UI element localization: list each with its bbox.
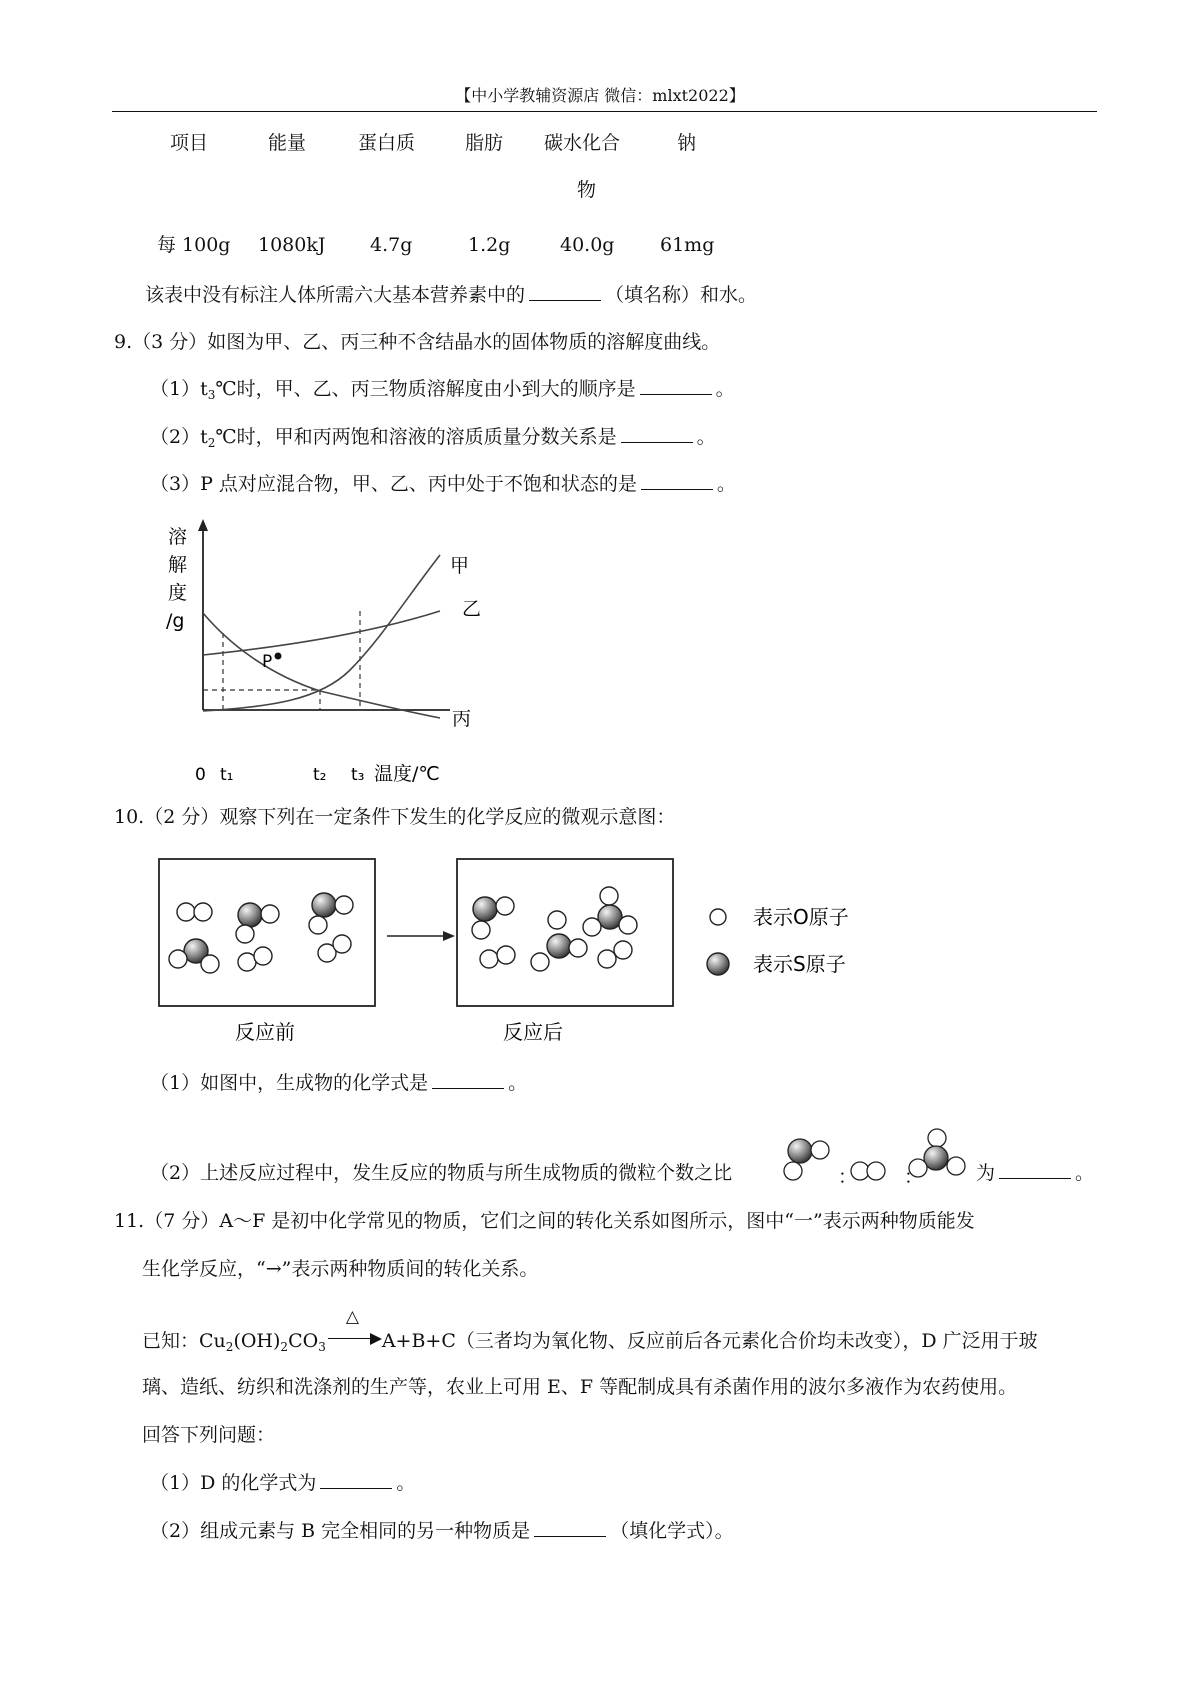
q9-part2 [150, 426, 716, 450]
reaction-diagram [155, 855, 965, 1050]
answer-blank [529, 300, 601, 301]
o-atom [480, 950, 498, 968]
ratio-separator: ： [838, 1166, 858, 1188]
q10-part2-text: （2）上述反应过程中，发生反应的物质与所生成物质的微粒个数之比 [150, 1162, 733, 1184]
legend-o-icon [710, 909, 726, 925]
q9-p2-sub: 2 [207, 436, 216, 450]
x-tick-t3: t₃ [351, 765, 365, 785]
table-header-cell: 蛋白质 [358, 132, 416, 154]
series-label-yi: 乙 [462, 598, 482, 620]
o-atom [619, 916, 637, 934]
q10-p2-end: 。 [1075, 1162, 1095, 1184]
q9-p2-text: （2）t [150, 426, 208, 448]
q9-p1-text: （1）t [150, 378, 208, 400]
table-header-wrap: 物 [577, 179, 597, 201]
q10-stem: 10.（2 分）观察下列在一定条件下发生的化学反应的微观示意图： [114, 806, 676, 828]
heat-triangle: △ [345, 1307, 359, 1327]
o-atom [254, 947, 272, 965]
o-atom [169, 950, 187, 968]
formula-part: CO [288, 1330, 319, 1352]
q9-p3-text: （3）P 点对应混合物，甲、乙、丙中处于不饱和状态的是 [150, 473, 637, 495]
q9-p1-end: 。 [715, 378, 735, 400]
answer-blank [621, 442, 693, 443]
y-axis-arrow [198, 519, 208, 531]
o-atom [236, 925, 254, 943]
s-atom [312, 893, 336, 917]
q11-line2: 生化学反应，“→”表示两种物质间的转化关系。 [142, 1258, 539, 1280]
table-header-cell: 碳水化合 [544, 132, 621, 154]
x-label: 温度/℃ [374, 763, 440, 785]
o-atom [472, 921, 490, 939]
q10-p2-wei: 为 [976, 1162, 996, 1184]
o-atom [309, 916, 327, 934]
y-label-char: /g [166, 610, 185, 632]
q9-p2-end: 。 [696, 426, 716, 448]
so3-o-atom [947, 1157, 965, 1175]
q11-part1 [150, 1474, 415, 1493]
o-atom [238, 953, 256, 971]
o-atom [497, 946, 515, 964]
o-atom [496, 897, 514, 915]
answer-blank [320, 1488, 392, 1489]
table-header-cell: 项目 [170, 132, 209, 154]
answer-blank [432, 1088, 504, 1089]
q9-part3 [150, 475, 736, 494]
y-label-char: 度 [168, 582, 188, 604]
y-label-char: 解 [168, 554, 188, 576]
o-atom [335, 896, 353, 914]
q11-p2-end: （填化学式）。 [610, 1520, 734, 1542]
page-header: 【中小学教辅资源店 微信：mlxt2022】 [455, 86, 745, 105]
q11-p1-end: 。 [396, 1472, 416, 1494]
s-atom [473, 897, 497, 921]
o-atom [201, 955, 219, 973]
arrow-head [370, 1333, 382, 1345]
table-header-cell: 钠 [677, 132, 697, 154]
o-atom [569, 939, 587, 957]
s-atom [238, 903, 262, 927]
q11-products: A+B+C（三者均为氧化物、反应前后各元素化合价均未改变），D 广泛用于玻 [381, 1330, 1038, 1352]
q10-p1-text: （1）如图中，生成物的化学式是 [150, 1072, 429, 1094]
q8-tail [145, 286, 757, 305]
legend-s-icon [707, 953, 729, 975]
formula-sub: 3 [318, 1340, 326, 1354]
table-cell: 61mg [660, 234, 715, 256]
o-atom [548, 911, 566, 929]
table-cell: 1.2g [468, 234, 511, 256]
point-p-label: P [262, 652, 273, 672]
series-label-bing: 丙 [452, 708, 472, 730]
o-atom [600, 887, 618, 905]
q9-part1 [150, 378, 735, 402]
answer-blank [640, 394, 712, 395]
before-molecules [169, 893, 353, 973]
table-cell: 4.7g [370, 234, 413, 256]
reaction-arrowhead [443, 931, 455, 941]
so2-s-atom [788, 1139, 812, 1163]
legend-s-label: 表示S原子 [753, 952, 846, 976]
known-label: 已知： [142, 1330, 200, 1352]
ratio-molecule-icons [776, 1128, 976, 1190]
q8-text: 该表中没有标注人体所需六大基本营养素中的 [145, 284, 526, 306]
curve-jia [203, 555, 440, 711]
point-p-marker [275, 653, 282, 660]
so3-o-atom [928, 1129, 946, 1147]
after-molecules [472, 887, 637, 971]
formula-part: (OH) [233, 1330, 281, 1352]
so3-s-atom [924, 1146, 948, 1170]
table-header-cell: 能量 [268, 132, 307, 154]
q10-p2-tail [976, 1164, 1094, 1183]
table-cell: 每 100g [157, 234, 231, 256]
o2-o-atom [867, 1162, 885, 1180]
solubility-chart [150, 515, 510, 785]
o-atom [177, 903, 195, 921]
q10-part1 [150, 1074, 527, 1093]
q9-p1-text2: ℃时，甲、乙、丙三物质溶解度由小到大的顺序是 [215, 378, 636, 400]
x-tick-t1: t₁ [220, 765, 234, 785]
o-atom [583, 918, 601, 936]
arrow-line [328, 1338, 372, 1339]
q9-p3-end: 。 [716, 473, 736, 495]
curve-bing [203, 613, 440, 718]
y-label-char: 溶 [168, 526, 188, 548]
header-rule [112, 111, 1097, 112]
legend-o-label: 表示O原子 [753, 905, 849, 929]
answer-blank [534, 1536, 606, 1537]
series-label-jia: 甲 [450, 555, 470, 577]
q11-line5: 回答下列问题： [142, 1424, 276, 1446]
heat-arrow [326, 1307, 382, 1347]
o-atom [531, 953, 549, 971]
formula-sub: 2 [280, 1340, 289, 1354]
table-cell: 1080kJ [258, 234, 326, 256]
ratio-separator: ： [904, 1166, 924, 1188]
o-atom [261, 905, 279, 923]
x-tick-t2: t₂ [313, 765, 327, 785]
q11-known [142, 1307, 1038, 1354]
q11-p2-text: （2）组成元素与 B 完全相同的另一种物质是 [150, 1520, 531, 1542]
table-header-cell: 脂肪 [465, 132, 504, 154]
after-label: 反应后 [503, 1020, 563, 1044]
q11-line1: 11.（7 分）A～F 是初中化学常见的物质，它们之间的转化关系如图所示，图中“一”表示两种物质能发 [114, 1210, 975, 1232]
o-atom [598, 950, 616, 968]
before-label: 反应前 [235, 1020, 295, 1044]
q11-p1-text: （1）D 的化学式为 [150, 1472, 317, 1494]
q9-stem: 9.（3 分）如图为甲、乙、丙三种不含结晶水的固体物质的溶解度曲线。 [114, 331, 721, 353]
o-atom [194, 903, 212, 921]
origin-label: 0 [195, 765, 206, 785]
q9-p1-sub: 3 [207, 388, 216, 402]
so2-o-atom [784, 1162, 802, 1180]
o-atom [333, 935, 351, 953]
q9-p2-text2: ℃时，甲和丙两饱和溶液的溶质质量分数关系是 [215, 426, 617, 448]
so2-o-atom [811, 1141, 829, 1159]
o-atom [614, 941, 632, 959]
formula-sub: 2 [225, 1340, 234, 1354]
answer-blank [999, 1178, 1071, 1179]
q11-line4: 璃、造纸、纺织和洗涤剂的生产等，农业上可用 E、F 等配制成具有杀菌作用的波尔多液作为农药使用。 [142, 1376, 1018, 1398]
before-box [159, 859, 375, 1006]
q11-part2 [150, 1522, 734, 1541]
answer-blank [641, 489, 713, 490]
s-atom [547, 934, 571, 958]
formula-part: Cu [199, 1330, 226, 1352]
q10-p1-end: 。 [508, 1072, 528, 1094]
table-cell: 40.0g [560, 234, 615, 256]
q8-text-end: （填名称）和水。 [605, 284, 758, 306]
